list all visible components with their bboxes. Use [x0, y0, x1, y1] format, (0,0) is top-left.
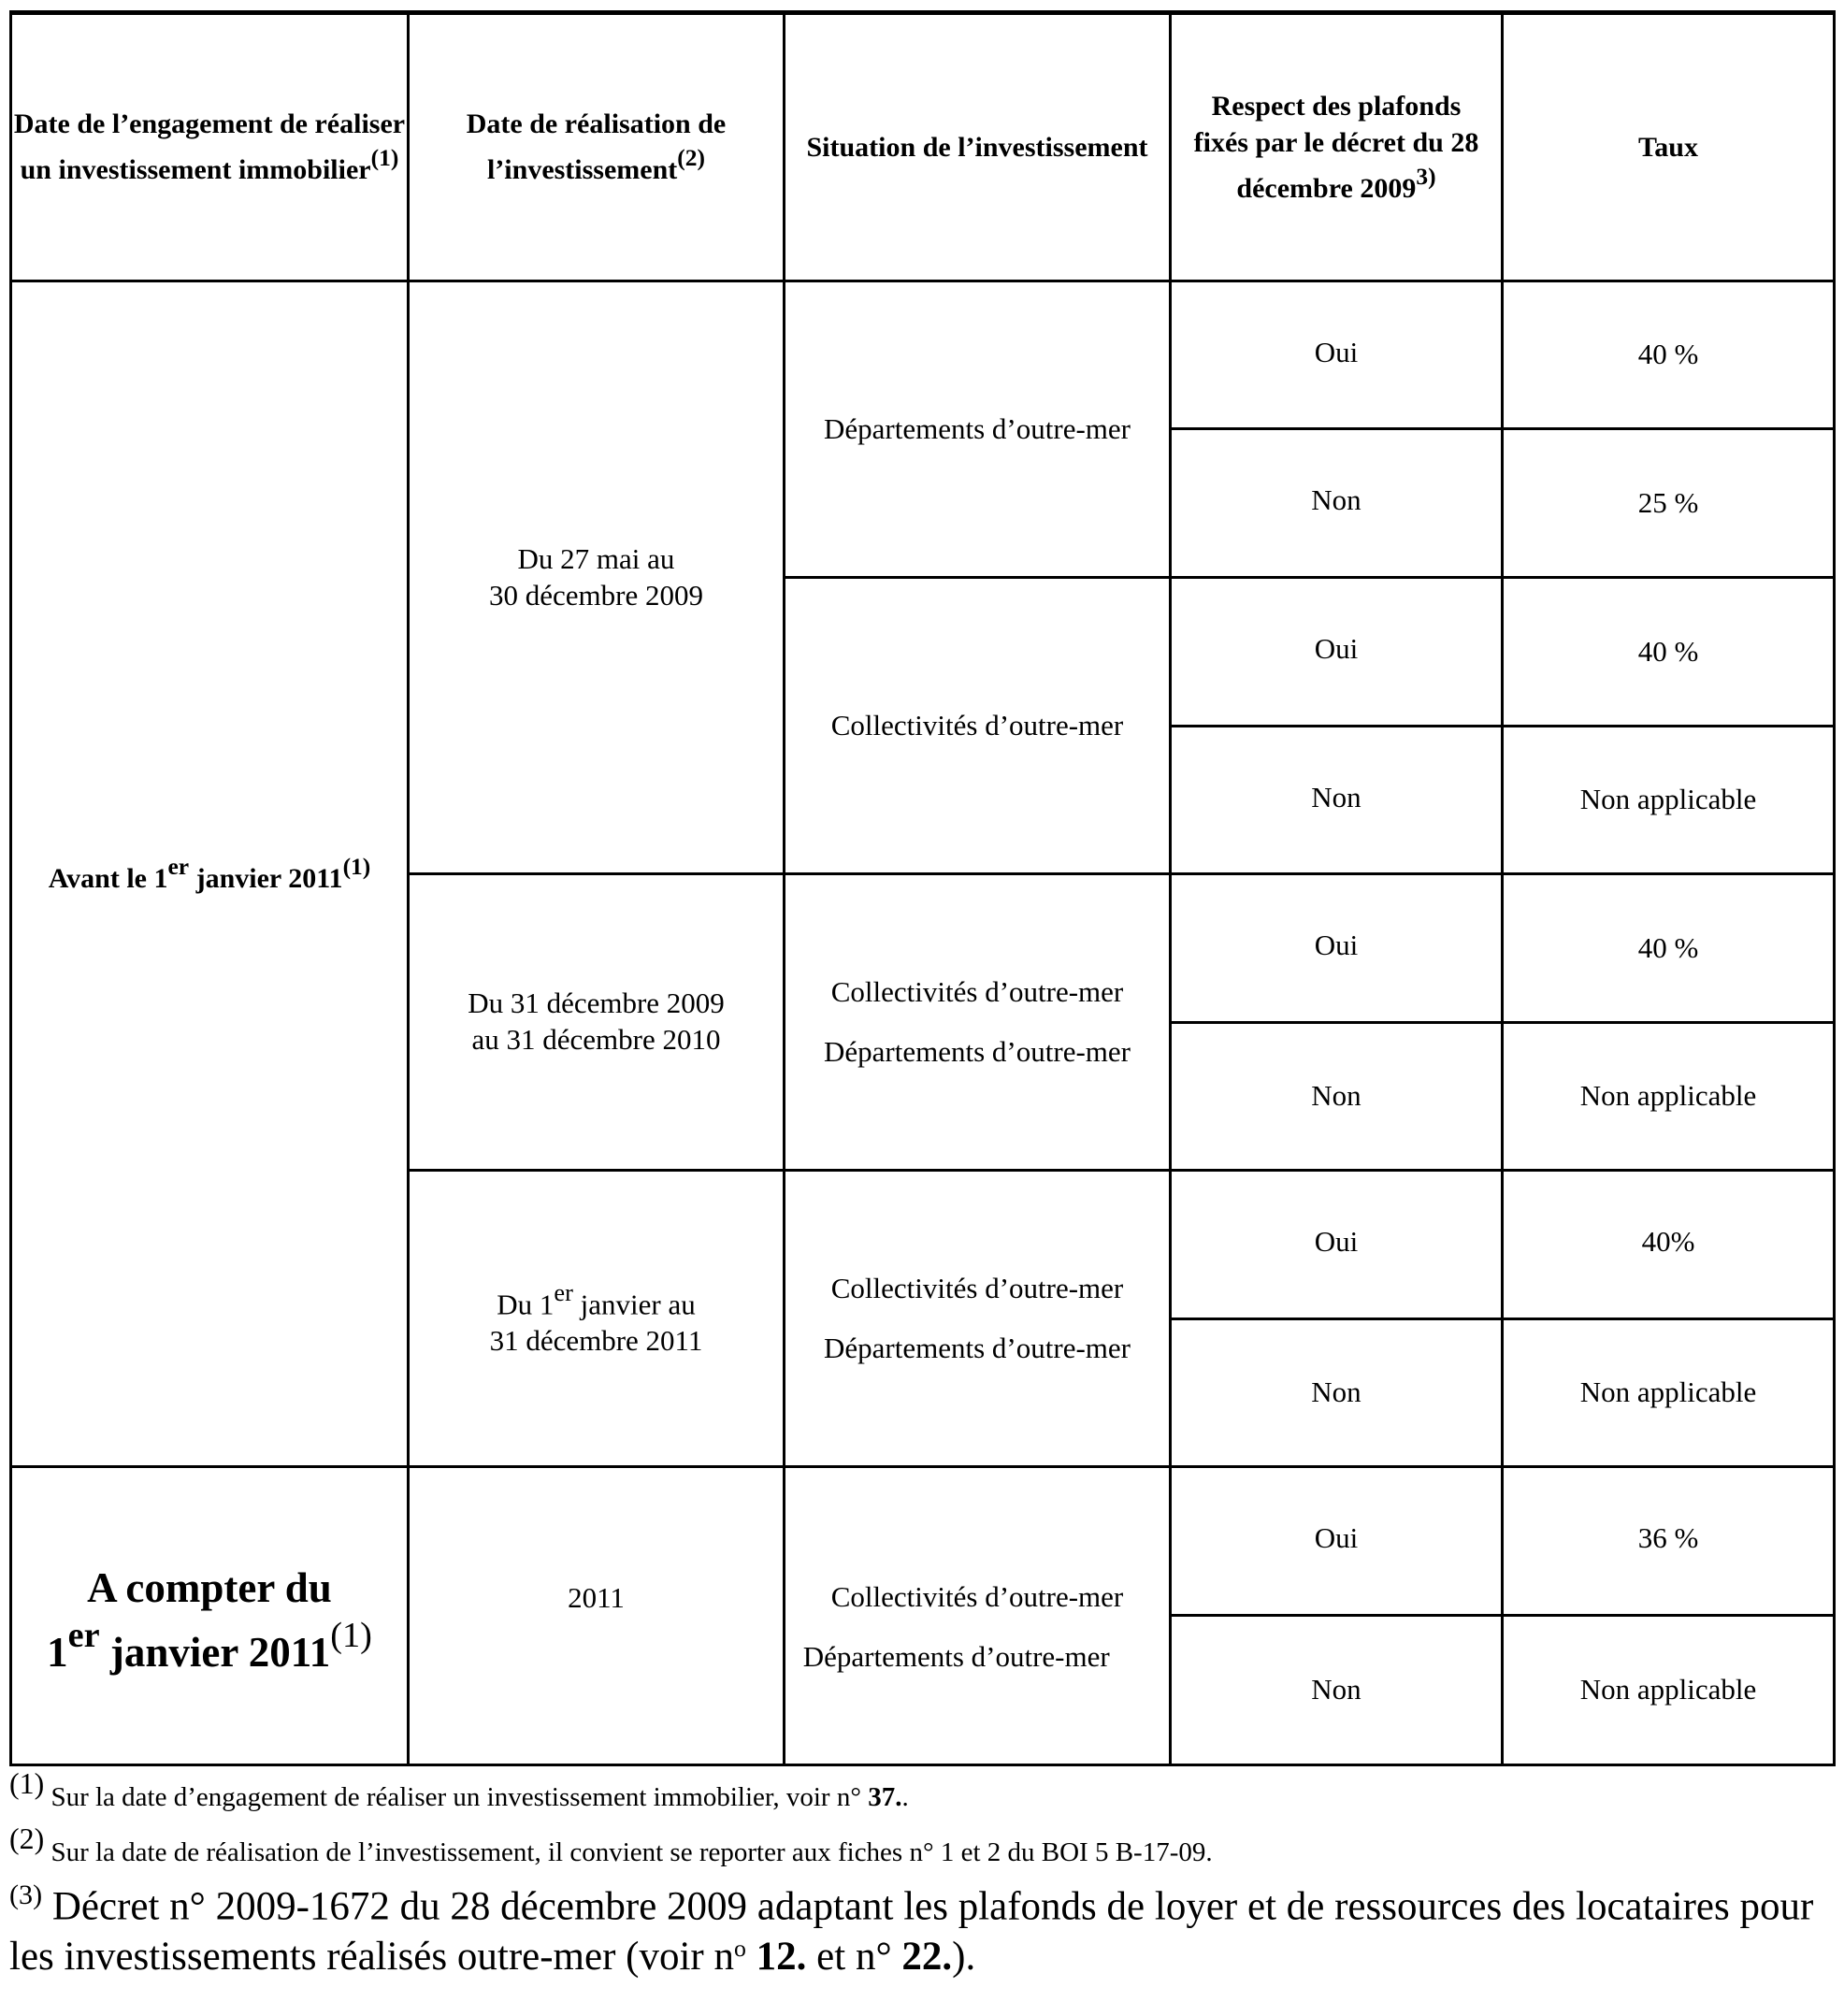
respect-cell: Non	[1311, 1375, 1361, 1409]
footnote-3: $^{(3)}$ Décret n° 2009-1672 du 28 décembre 2009 adaptant les plafonds de loyer et de ressources des locataires pour les investissements réalisés outre-mer (voir n$^o$ 12. et n° 22.).	[9, 1878, 1814, 1979]
respect-cell: Non	[1311, 483, 1361, 516]
period-2011-range: Du 1er janvier au 31 décembre 2011	[489, 1278, 703, 1357]
situation-com-dom: Collectivités d’outre-mer Départements d’outre-mer	[824, 975, 1131, 1068]
respect-cell: Oui	[1314, 632, 1359, 665]
taux-cell: Non applicable	[1579, 1375, 1757, 1409]
group-avant-2011: Avant le 1er janvier 2011$^{(1)}$	[48, 852, 371, 894]
situation-com-dom: Collectivités d’outre-mer Départements d’outre-mer	[802, 1580, 1124, 1673]
group-a-compter-2011: A compter du 1er janvier 2011$^{(1)}$	[47, 1564, 372, 1677]
footnote-1: $^{(1)}$ Sur la date d’engagement de réaliser un investissement immobilier, voir n° 37..	[9, 1767, 909, 1812]
respect-cell: Non	[1311, 1673, 1361, 1706]
header-situation: Situation de l’investissement	[806, 132, 1148, 163]
footnotes	[9, 1767, 1823, 1982]
col-line-5	[1833, 10, 1836, 1766]
table-bottom-border	[9, 1764, 1836, 1766]
situation-dom: Départements d’outre-mer	[824, 411, 1131, 445]
footnote-2: $^{(2)}$ Sur la date de réalisation de l’investissement, il convient se reporter aux fiches n° 1 et 2 du BOI 5 B-17-09.	[9, 1822, 1213, 1867]
period-2009: Du 27 mai au 30 décembre 2009	[489, 541, 703, 612]
respect-cell: Oui	[1314, 336, 1359, 368]
situation-com: Collectivités d’outre-mer	[830, 708, 1124, 742]
taux-cell: 40 %	[1637, 634, 1699, 668]
taux-cell: 40 %	[1637, 338, 1699, 371]
respect-cell: Oui	[1314, 1521, 1359, 1554]
taux-cell: 36 %	[1637, 1521, 1699, 1554]
taux-cell: 40%	[1641, 1225, 1695, 1258]
taux-cell: Non applicable	[1579, 1079, 1757, 1113]
respect-cell: Non	[1311, 1079, 1361, 1113]
respect-cell: Oui	[1314, 1225, 1359, 1258]
header-engagement: Date de l’engagement de réaliser un investissement immobilier$^{(1)}$	[13, 108, 406, 186]
header-taux: Taux	[1638, 132, 1698, 163]
period-2010: Du 31 décembre 2009 au 31 décembre 2010	[468, 986, 725, 1056]
situation-com-dom: Collectivités d’outre-mer Départements d’outre-mer	[824, 1272, 1131, 1364]
header-plafonds: Respect des plafonds fixés par le décret du 28 décembre 2009$^{3)}$	[1193, 90, 1479, 204]
header-realisation: Date de réalisation de l’investissement$^{(2)}$	[466, 108, 727, 186]
respect-cell: Oui	[1314, 929, 1359, 961]
respect-cell: Non	[1311, 781, 1361, 814]
taux-cell: Non applicable	[1579, 1673, 1757, 1706]
taux-cell: 25 %	[1637, 485, 1699, 519]
taux-cell: Non applicable	[1579, 783, 1757, 816]
period-2011: 2011	[568, 1581, 625, 1614]
taux-cell: 40 %	[1637, 930, 1699, 964]
